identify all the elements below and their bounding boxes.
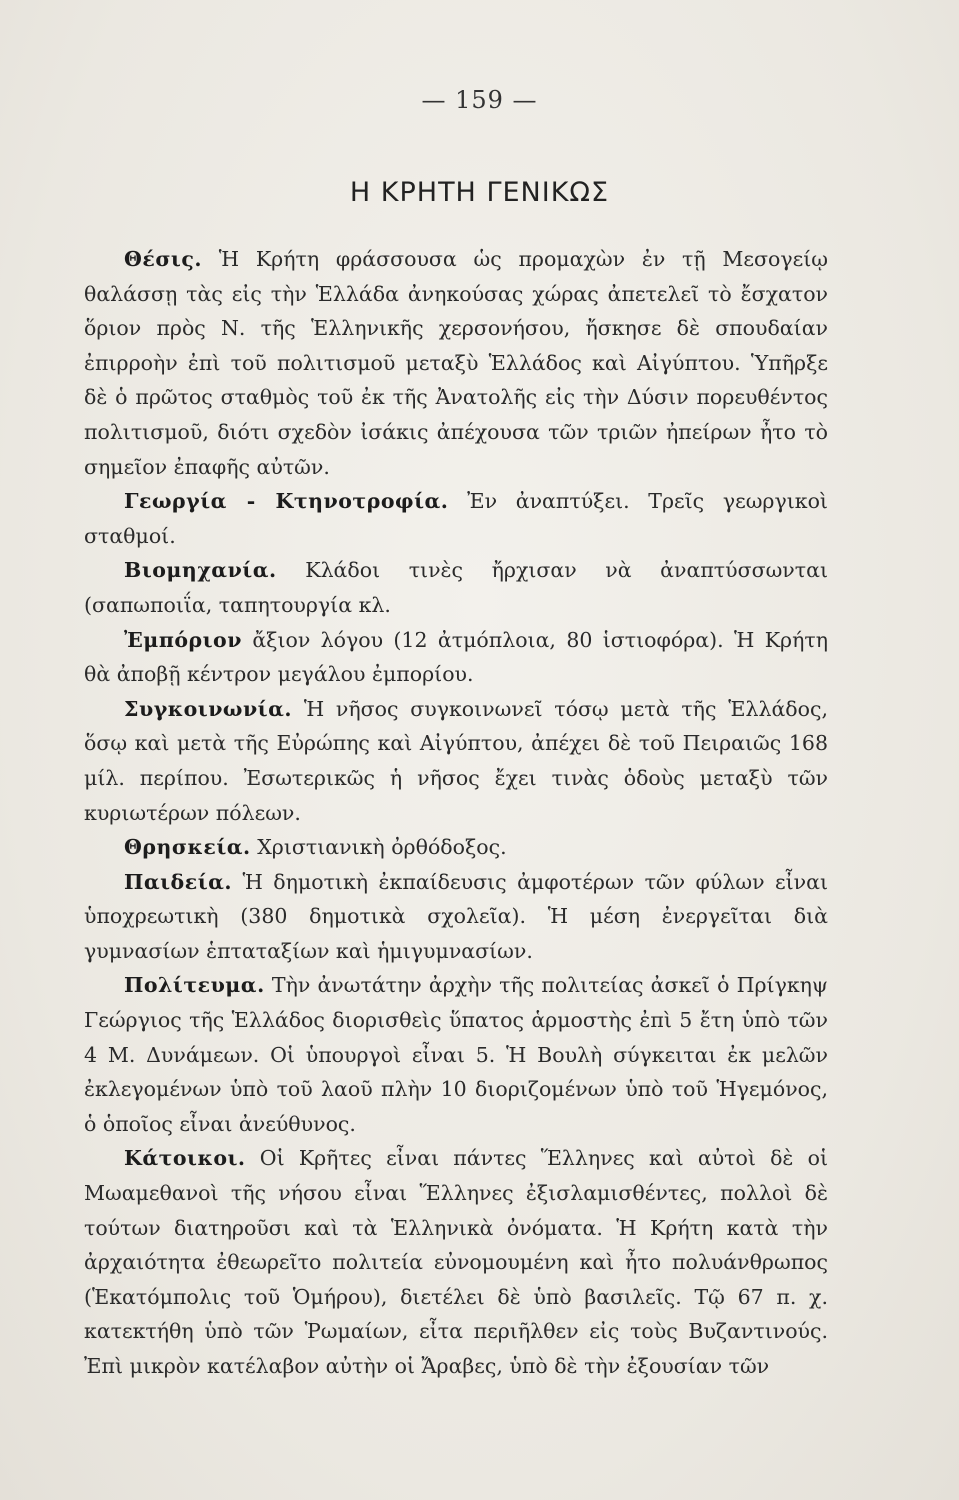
paragraph-government bbox=[84, 968, 828, 1141]
section-text: Τὴν ἀνωτάτην ἀρχὴν τῆς πολιτείας ἀσκεῖ ὁ Πρίγκηψ Γεώργιος τῆς Ἑλλάδος διορισθεὶς ὕπατος ἁρμοστὴς ἐπὶ 5 ἔτη ὑπὸ τῶν 4 Μ. Δυνάμεων. Οἱ ὑπουργοὶ εἶναι 5. Ἡ Βουλὴ σύγκειται ἐκ μελῶν ἐκλεγομένων ὑπὸ τοῦ λαοῦ πλὴν 10 διοριζομένων ὑπὸ τοῦ Ἡγεμόνος, ὁ ὁποῖος εἶναι ἀνεύθυνος. bbox=[84, 973, 828, 1136]
paragraph-industry bbox=[84, 553, 828, 622]
paragraph-religion bbox=[84, 830, 828, 865]
section-heading: Ἐμπόριον bbox=[124, 627, 242, 652]
section-heading: Γεωργία - Κτηνοτροφία. bbox=[124, 489, 449, 514]
page-number: — 159 — bbox=[421, 86, 538, 114]
section-heading: Κάτοικοι. bbox=[124, 1146, 246, 1171]
section-heading: Συγκοινωνία. bbox=[124, 696, 293, 721]
paragraph-communication bbox=[84, 692, 828, 830]
section-heading: Πολίτευμα. bbox=[124, 973, 265, 998]
paragraph-agriculture bbox=[84, 484, 828, 553]
section-heading: Βιομηχανία. bbox=[124, 558, 277, 583]
body-text bbox=[84, 242, 828, 1384]
section-text: Ἐν ἀναπτύξει. Τρεῖς γεωργικοὶ σταθμοί. bbox=[84, 489, 828, 548]
paragraph-education bbox=[84, 865, 828, 969]
section-text: Ἡ δημοτικὴ ἐκπαίδευσις ἀμφοτέρων τῶν φύλων εἶναι ὑποχρεωτικὴ (380 δημοτικὰ σχολεῖα). Ἡ μέση ἐνεργεῖται διὰ γυμνασίων ἑπταταξίων καὶ ἡμιγυμνασίων. bbox=[84, 869, 828, 963]
paragraph-commerce bbox=[84, 623, 828, 692]
section-heading: Παιδεία. bbox=[124, 869, 233, 894]
section-text: Ἡ νῆσος συγκοινωνεῖ τόσῳ μετὰ τῆς Ἑλλάδος, ὅσῳ καὶ μετὰ τῆς Εὐρώπης καὶ Αἰγύπτου, ἀπέχει δὲ τοῦ Πειραιῶς 168 μίλ. περίπου. Ἐσωτερικῶς ἡ νῆσος ἔχει τινὰς ὁδοὺς μεταξὺ τῶν κυριωτέρων πόλεων. bbox=[84, 696, 828, 825]
page-title: Η ΚΡΗΤΗ ΓΕΝΙΚΩΣ bbox=[349, 177, 610, 208]
section-heading: Θέσις. bbox=[124, 247, 202, 271]
section-text: Οἱ Κρῆτες εἶναι πάντες Ἕλληνες καὶ αὐτοὶ δὲ οἱ Μωαμεθανοὶ τῆς νήσου εἶναι Ἕλληνες ἐξισλαμισθέντες, πολλοὶ δὲ τούτων διατηροῦσι καὶ τὰ Ἑλληνικὰ ὀνόματα. Ἡ Κρήτη κατὰ τὴν ἀρχαιότητα ἐθεωρεῖτο πολιτεία εὐνομουμένη καὶ ἦτο πολυάνθρωπος (Ἑκατόμπολις τοῦ Ὁμήρου), διετέλει δὲ ὑπὸ βασιλεῖς. Τῷ 67 π. χ. κατεκτήθη ὑπὸ τῶν Ῥωμαίων, εἶτα περιῆλθεν εἰς τοὺς Βυζαντινούς. Ἐπὶ μικρὸν κατέλαβον αὐτὴν οἱ Ἄραβες, ὑπὸ δὲ τὴν ἐξουσίαν τῶν bbox=[84, 1146, 828, 1378]
paragraph-thesis bbox=[84, 242, 828, 484]
section-heading: Θρησκεία. bbox=[124, 835, 251, 860]
section-text: ἄξιον λόγου (12 ἀτμόπλοια, 80 ἱστιοφόρα). Ἡ Κρήτη θὰ ἀποβῇ κέντρον μεγάλου ἐμπορίου. bbox=[84, 627, 828, 687]
paragraph-inhabitants bbox=[84, 1141, 828, 1383]
section-text: Χριστιανικὴ ὀρθόδοξος. bbox=[257, 835, 507, 860]
section-text: Ἡ Κρήτη φράσσουσα ὡς προμαχὼν ἐν τῇ Μεσογείῳ θαλάσσῃ τὰς εἰς τὴν Ἑλλάδα ἀνηκούσας χώρας ἀπετελεῖ τὸ ἔσχατον ὅριον πρὸς Ν. τῆς Ἑλληνικῆς χερσονήσου, ἤσκησε δὲ σπουδαίαν ἐπιρροὴν ἐπὶ τοῦ πολιτισμοῦ μεταξὺ Ἑλλάδος καὶ Αἰγύπτου. Ὑπῆρξε δὲ ὁ πρῶτος σταθμὸς τοῦ ἐκ τῆς Ἀνατολῆς εἰς τὴν Δύσιν πορευθέντος πολιτισμοῦ, διότι σχεδὸν ἰσάκις ἀπέχουσα τῶν τριῶν ἠπείρων ἦτο τὸ σημεῖον ἐπαφῆς αὐτῶν. bbox=[84, 247, 828, 479]
section-text: Κλάδοι τινὲς ἤρχισαν νὰ ἀναπτύσσωνται (σαπωποιΐα, ταπητουργία κλ. bbox=[84, 558, 828, 617]
